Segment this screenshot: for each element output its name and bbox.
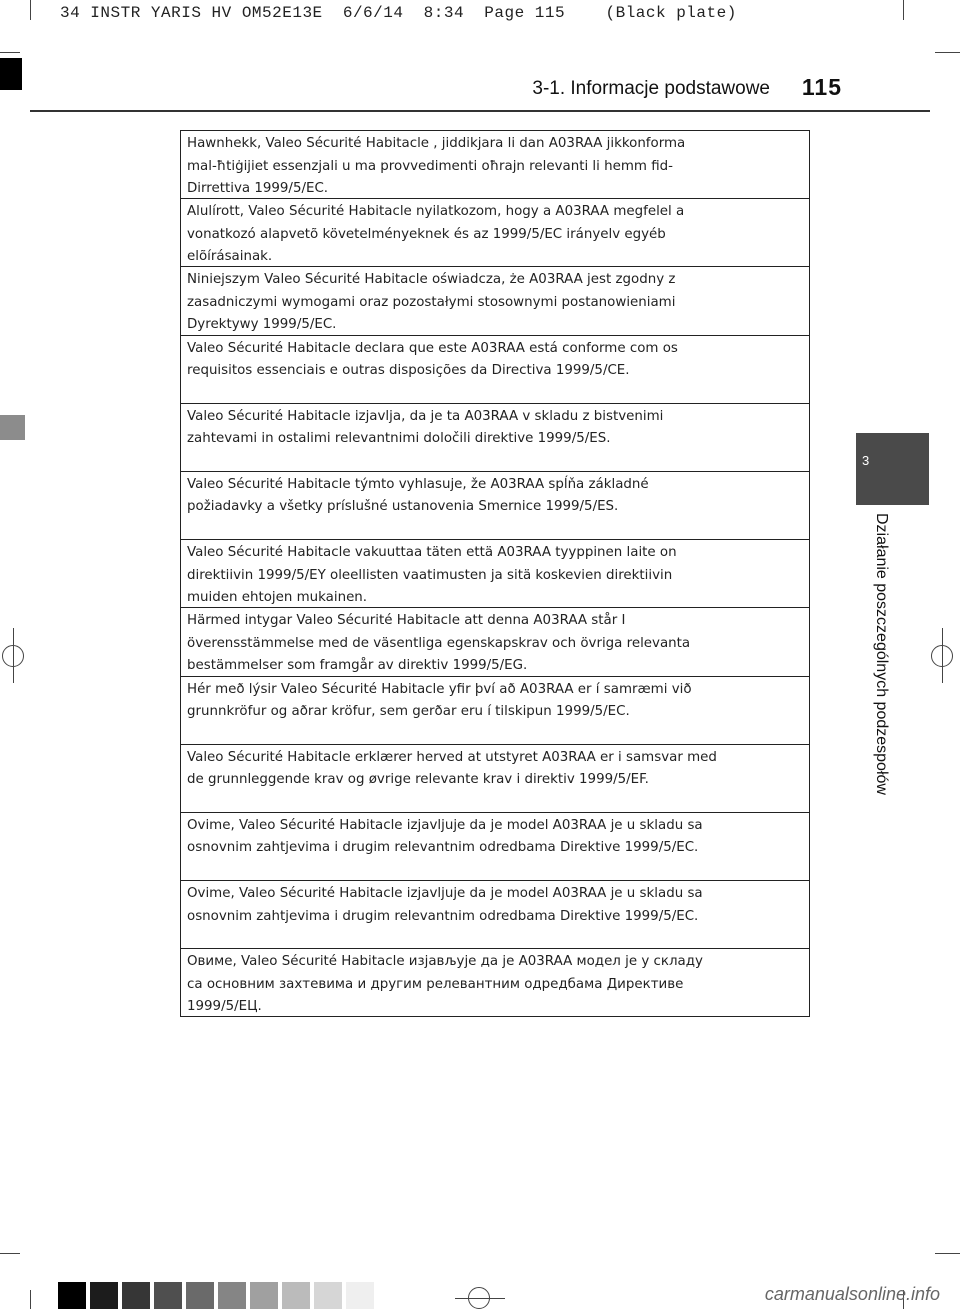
- side-gray-block: [0, 415, 25, 440]
- calibration-swatch: [154, 1282, 182, 1309]
- declaration-row: [181, 813, 809, 881]
- declaration-text: Valeo Sécurité Habitacle izjavlja, da je ta A03RAA v skladu z bistvenimi zahtevami in ostalimi relevantnimi določili direktive 1999/5/ES.: [187, 408, 664, 447]
- registration-mark-line: [13, 628, 14, 683]
- crop-mark: [0, 52, 20, 53]
- calibration-swatch: [186, 1282, 214, 1309]
- declaration-text: Овиме, Valeo Sécurité Habitacle изјављује да је A03RAA модел је у складу са основним захтевима и другим релевантним одредбама Директиве 1999/5/ЕЦ.: [187, 954, 703, 1015]
- crop-mark: [0, 1253, 20, 1254]
- declaration-row: [181, 472, 809, 540]
- chapter-number: 3: [862, 453, 870, 468]
- declaration-row: [181, 745, 809, 813]
- declaration-row: [181, 881, 809, 949]
- calibration-swatch: [282, 1282, 310, 1309]
- calibration-swatch: [218, 1282, 246, 1309]
- crop-mark: [30, 0, 31, 20]
- registration-mark-line: [455, 1298, 505, 1299]
- declaration-text: Niniejszym Valeo Sécurité Habitacle oświadcza, że A03RAA jest zgodny z zasadniczymi wymogami oraz pozostałymi stosownymi postanowieniami Dyrektywy 1999/5/EC.: [187, 272, 676, 333]
- declaration-row: [181, 949, 809, 1017]
- watermark: carmanualsonline.info: [764, 1284, 940, 1304]
- declaration-row: [181, 404, 809, 472]
- calibration-swatch: [314, 1282, 342, 1309]
- page-header: [0, 72, 960, 112]
- declaration-row: [181, 608, 809, 676]
- calibration-swatch: [346, 1282, 374, 1309]
- declaration-text: Härmed intygar Valeo Sécurité Habitacle att denna A03RAA står I överensstämmelse med de väsentliga egenskapskrav och övriga relevanta bestämmelser som framgår av direktiv 1999/5/EG.: [187, 613, 691, 674]
- declaration-row: [181, 131, 809, 199]
- chapter-side-label: Działanie poszczególnych podzespołów: [873, 513, 890, 795]
- declaration-row: [181, 336, 809, 404]
- declaration-text: Ovime, Valeo Sécurité Habitacle izjavljuje da je model A03RAA je u skladu sa osnovnim zahtjevima i drugim relevantnim odredbama Direktive 1999/5/EC.: [187, 886, 703, 924]
- declaration-text: Ovime, Valeo Sécurité Habitacle izjavljuje da je model A03RAA je u skladu sa osnovnim zahtjevima i drugim relevantnim odredbama Direktive 1999/5/EC.: [187, 817, 703, 856]
- chapter-tab: [856, 433, 929, 505]
- declaration-row: [181, 199, 809, 267]
- crop-mark: [935, 1253, 960, 1254]
- crop-mark: [903, 0, 904, 20]
- header-divider: [30, 110, 930, 112]
- declaration-text: Hawnhekk, Valeo Sécurité Habitacle , jiddikjara li dan A03RAA jikkonforma mal-ħtiġijiet essenzjali u ma provvedimenti oħrajn relevanti li hemm fid-Dirrettiva 1999/5/EC.: [187, 136, 686, 196]
- declaration-text: Valeo Sécurité Habitacle declara que este A03RAA está conforme com os requisitos essenciais e outras disposições da Directiva 1999/5/CE.: [187, 340, 678, 379]
- color-calibration-strip: [58, 1282, 378, 1309]
- calibration-swatch: [250, 1282, 278, 1309]
- print-slug: 34 INSTR YARIS HV OM52E13E 6/6/14 8:34 Page 115 (Black plate): [60, 4, 737, 22]
- declaration-row: [181, 540, 809, 608]
- section-title: 3-1. Informacje podstawowe: [532, 78, 770, 99]
- declaration-row: [181, 267, 809, 335]
- declaration-text: Hér með lýsir Valeo Sécurité Habitacle yfir því að A03RAA er í samræmi við grunnkröfur og aðrar kröfur, sem gerðar eru í tilskipun 1999/5/EC.: [187, 681, 692, 719]
- declaration-table: [180, 130, 810, 1017]
- crop-mark: [935, 52, 960, 53]
- calibration-swatch: [58, 1282, 86, 1309]
- calibration-swatch: [90, 1282, 118, 1309]
- calibration-swatch: [122, 1282, 150, 1309]
- crop-mark: [30, 1290, 31, 1309]
- page-number: 115: [801, 74, 842, 100]
- declaration-row: [181, 677, 809, 745]
- registration-mark-line: [942, 628, 943, 683]
- declaration-text: Valeo Sécurité Habitacle vakuuttaa täten että A03RAA tyyppinen laite on direktiivin 1999/5/EY oleellisten vaatimusten ja sitä koskevien direktiivin muiden ehtojen mukainen.: [187, 545, 677, 606]
- declaration-text: Valeo Sécurité Habitacle týmto vyhlasuje, že A03RAA spĺňa základné požiadavky a všetky príslušné ustanovenia Smernice 1999/5/ES.: [187, 476, 649, 515]
- declaration-text: Alulírott, Valeo Sécurité Habitacle nyilatkozom, hogy a A03RAA megfelel a vonatkozó alapvetõ követelményeknek és az 1999/5/EC irányelv egyéb elõírásainak.: [187, 204, 685, 265]
- declaration-text: Valeo Sécurité Habitacle erklærer herved at utstyret A03RAA er i samsvar med de grunnleggende krav og øvrige relevante krav i direktiv 1999/5/EF.: [187, 749, 717, 788]
